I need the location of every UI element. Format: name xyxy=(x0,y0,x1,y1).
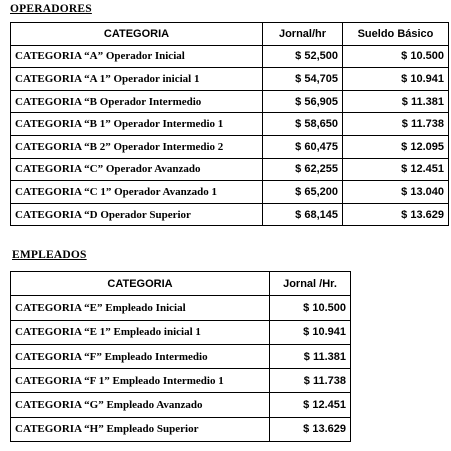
jornal-cell: $ 13.629 xyxy=(270,417,351,441)
empleados-table xyxy=(10,271,351,442)
jornal-cell: $ 54,705 xyxy=(263,68,343,91)
jornal-cell: $ 60,475 xyxy=(263,135,343,158)
categoria-cell: CATEGORIA “E” Empleado Inicial xyxy=(11,296,270,320)
jornal-cell: $ 58,650 xyxy=(263,113,343,136)
jornal-cell: $ 11.381 xyxy=(270,344,351,368)
operadores-header-row xyxy=(11,23,449,46)
table-row xyxy=(11,393,351,417)
jornal-cell: $ 62,255 xyxy=(263,158,343,181)
empleados-header-row xyxy=(11,272,351,296)
jornal-cell: $ 12.451 xyxy=(270,393,351,417)
categoria-cell: CATEGORIA “C 1” Operador Avanzado 1 xyxy=(11,181,263,204)
table-row xyxy=(11,135,449,158)
header-jornal: Jornal /Hr. xyxy=(270,272,351,296)
header-categoria: CATEGORIA xyxy=(11,23,263,46)
categoria-cell: CATEGORIA “F” Empleado Intermedio xyxy=(11,344,270,368)
sueldo-cell: $ 11.381 xyxy=(343,90,449,113)
categoria-cell: CATEGORIA “B Operador Intermedio xyxy=(11,90,263,113)
categoria-cell: CATEGORIA “D Operador Superior xyxy=(11,203,263,226)
header-jornal: Jornal/hr xyxy=(263,23,343,46)
jornal-cell: $ 56,905 xyxy=(263,90,343,113)
operadores-table xyxy=(10,22,449,226)
categoria-cell: CATEGORIA “E 1” Empleado inicial 1 xyxy=(11,320,270,344)
table-row xyxy=(11,68,449,91)
categoria-cell: CATEGORIA “C” Operador Avanzado xyxy=(11,158,263,181)
empleados-title: EMPLEADOS xyxy=(12,249,87,261)
table-row xyxy=(11,344,351,368)
jornal-cell: $ 10.500 xyxy=(270,296,351,320)
sueldo-cell: $ 13.040 xyxy=(343,181,449,204)
categoria-cell: CATEGORIA “A 1” Operador inicial 1 xyxy=(11,68,263,91)
table-row xyxy=(11,320,351,344)
table-row xyxy=(11,296,351,320)
categoria-cell: CATEGORIA “F 1” Empleado Intermedio 1 xyxy=(11,369,270,393)
table-row xyxy=(11,181,449,204)
categoria-cell: CATEGORIA “A” Operador Inicial xyxy=(11,45,263,68)
jornal-cell: $ 10.941 xyxy=(270,320,351,344)
jornal-cell: $ 65,200 xyxy=(263,181,343,204)
table-row xyxy=(11,90,449,113)
header-categoria: CATEGORIA xyxy=(11,272,270,296)
table-row xyxy=(11,45,449,68)
jornal-cell: $ 52,500 xyxy=(263,45,343,68)
categoria-cell: CATEGORIA “B 1” Operador Intermedio 1 xyxy=(11,113,263,136)
table-row xyxy=(11,113,449,136)
sueldo-cell: $ 12.095 xyxy=(343,135,449,158)
jornal-cell: $ 11.738 xyxy=(270,369,351,393)
categoria-cell: CATEGORIA “B 2” Operador Intermedio 2 xyxy=(11,135,263,158)
table-row xyxy=(11,369,351,393)
operadores-title: OPERADORES xyxy=(10,3,92,15)
sueldo-cell: $ 11.738 xyxy=(343,113,449,136)
jornal-cell: $ 68,145 xyxy=(263,203,343,226)
table-row xyxy=(11,203,449,226)
sueldo-cell: $ 13.629 xyxy=(343,203,449,226)
categoria-cell: CATEGORIA “G” Empleado Avanzado xyxy=(11,393,270,417)
sueldo-cell: $ 12.451 xyxy=(343,158,449,181)
table-row xyxy=(11,158,449,181)
categoria-cell: CATEGORIA “H” Empleado Superior xyxy=(11,417,270,441)
sueldo-cell: $ 10.500 xyxy=(343,45,449,68)
table-row xyxy=(11,417,351,441)
sueldo-cell: $ 10.941 xyxy=(343,68,449,91)
header-sueldo: Sueldo Básico xyxy=(343,23,449,46)
